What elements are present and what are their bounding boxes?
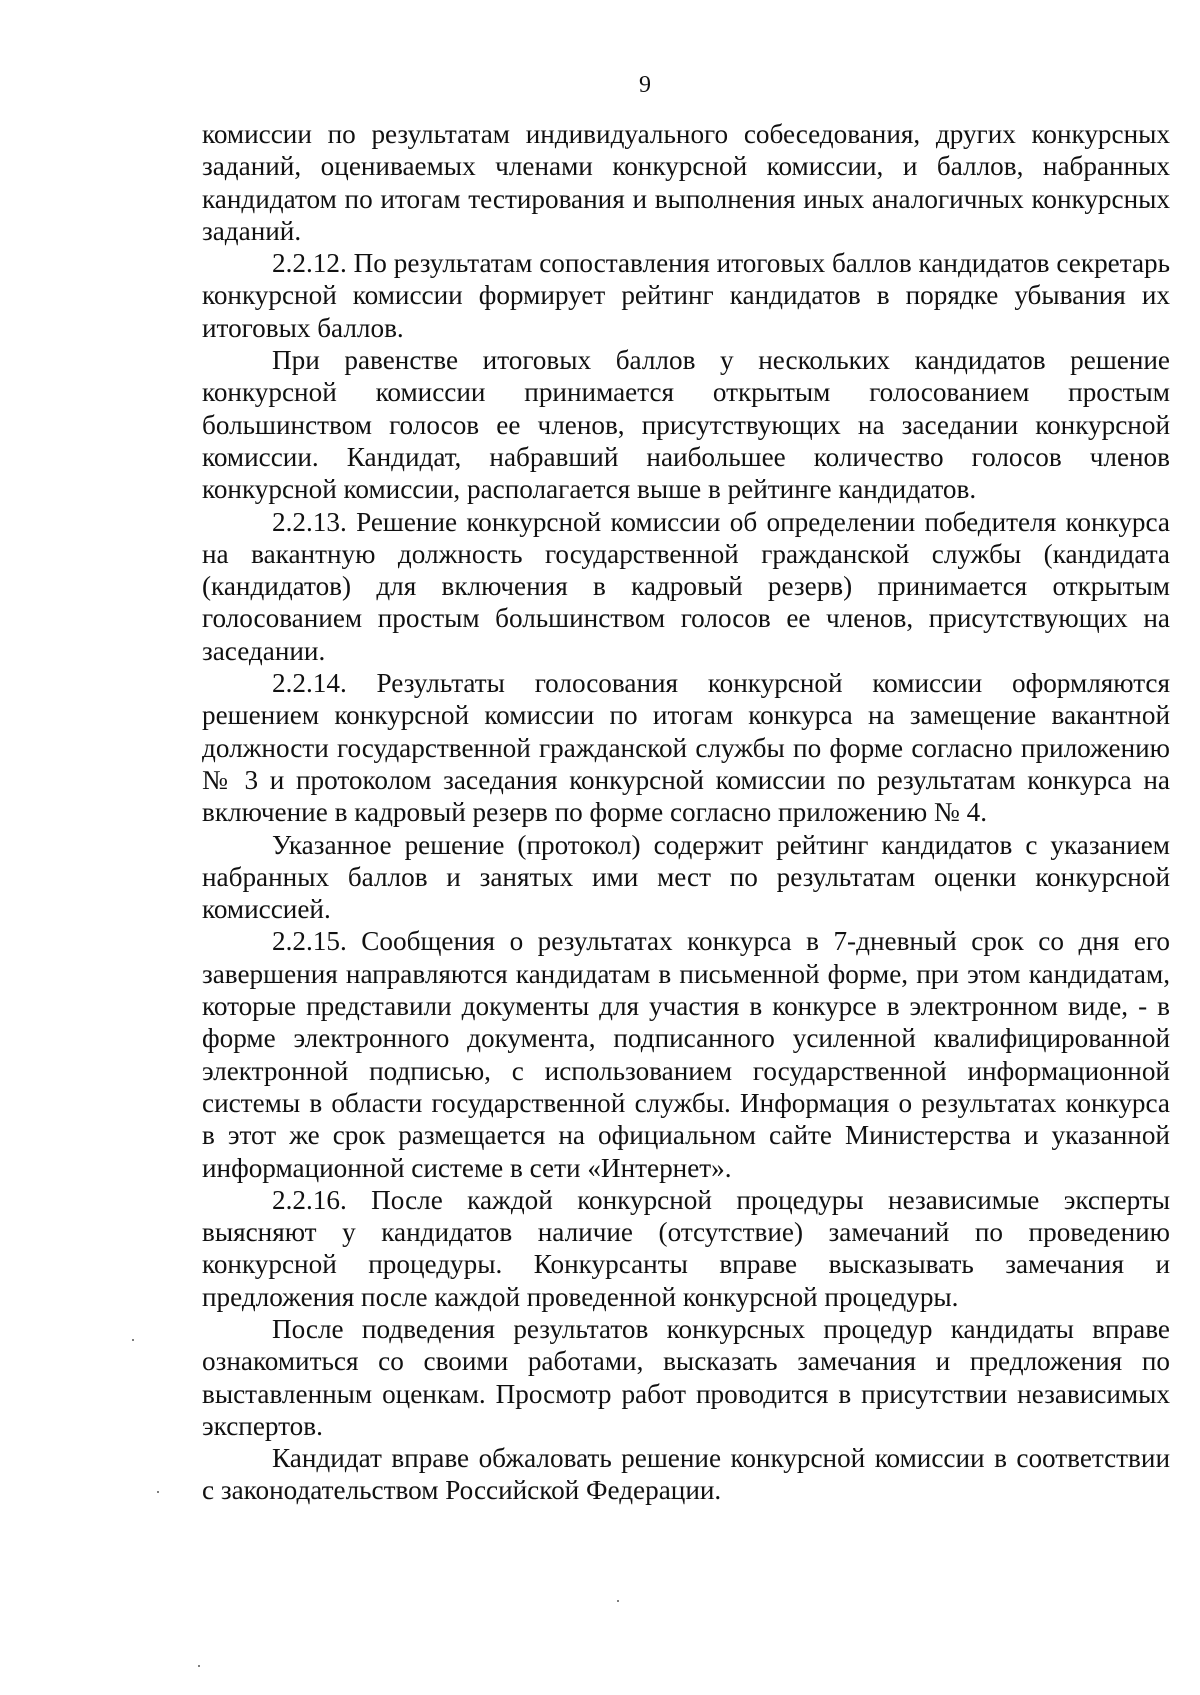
scan-speck: [198, 1665, 200, 1667]
paragraph: комиссии по результатам индивидуального собеседования, других конкурсных заданий, оцениваемых членами конкурсной комиссии, и баллов, набранных кандидатом по итогам тестирования и выполнения иных аналогичных конкурсных заданий.: [202, 119, 1170, 246]
scan-speck: [617, 1600, 619, 1602]
scan-speck: [157, 1491, 159, 1493]
scan-speck: [132, 1339, 134, 1341]
page-number: 9: [639, 72, 651, 98]
paragraph: При равенстве итоговых баллов у нескольких кандидатов решение конкурсной комиссии принимается открытым голосованием простым большинством голосов ее членов, присутствующих на заседании конкурсной комиссии. Кандидат, набравший наибольшее количество голосов членов конкурсной комиссии, располагается выше в рейтинге кандидатов.: [202, 345, 1170, 505]
paragraph-2-2-12: 2.2.12. По результатам сопоставления итоговых баллов кандидатов секретарь конкурсной комиссии формирует рейтинг кандидатов в порядке убывания их итоговых баллов.: [202, 248, 1170, 343]
paragraph: Указанное решение (протокол) содержит рейтинг кандидатов с указанием набранных баллов и занятых ими мест по результатам оценки конкурсной комиссией.: [202, 829, 1170, 925]
paragraph-2-2-13: 2.2.13. Решение конкурсной комиссии об определении победителя конкурса на вакантную должность государственной гражданской службы (кандидата (кандидатов) для включения в кадровый резерв) принимается открытым голосованием простым большинством голосов ее членов, присутствующих на заседании.: [202, 506, 1170, 666]
paragraph-2-2-16: 2.2.16. После каждой конкурсной процедуры независимые эксперты выясняют у кандидатов наличие (отсутствие) замечаний по проведению конкурсной процедуры. Конкурсанты вправе высказывать замечания и предложения после каждой проведенной конкурсной процедуры.: [202, 1184, 1170, 1312]
document-body: [202, 118, 1170, 1507]
paragraph: После подведения результатов конкурсных процедур кандидаты вправе ознакомиться со своими работами, высказать замечания и предложения по выставленным оценкам. Просмотр работ проводится в присутствии независимых экспертов.: [202, 1313, 1170, 1441]
paragraph: Кандидат вправе обжаловать решение конкурсной комиссии в соответствии с законодательством Российской Федерации.: [202, 1443, 1170, 1506]
paragraph-2-2-14: 2.2.14. Результаты голосования конкурсной комиссии оформляются решением конкурсной комиссии по итогам конкурса на замещение вакантной должности государственной гражданской службы по форме согласно приложению № 3 и протоколом заседания конкурсной комиссии по результатам конкурса на включение в кадровый резерв по форме согласно приложению № 4.: [202, 668, 1170, 828]
paragraph-2-2-15: 2.2.15. Сообщения о результатах конкурса в 7-дневный срок со дня его завершения направляются кандидатам в письменной форме, при этом кандидатам, которые представили документы для участия в конкурсе в электронном виде, - в форме электронного документа, подписанного усиленной квалифицированной электронной подписью, с использованием государственной информационной системы в области государственной службы. Информация о результатах конкурса в этот же срок размещается на официальном сайте Министерства и указанной информационной системе в сети «Интернет».: [202, 926, 1170, 1183]
